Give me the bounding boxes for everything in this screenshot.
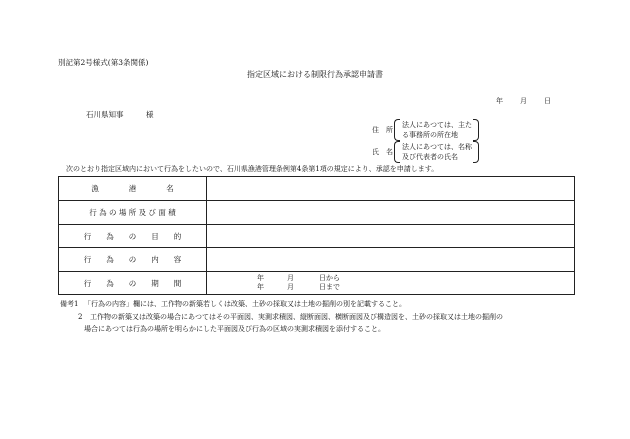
row-label-content: 行 為 の 内 容: [59, 248, 207, 271]
table-row: [59, 225, 574, 248]
address-label: 住 所: [372, 126, 393, 134]
name-note-line2: 及び代表者の氏名: [402, 153, 458, 161]
period-to-year: 年: [257, 283, 264, 291]
period-to-day: 日まで: [319, 283, 340, 291]
row-label-location-area: 行 為 の 場 所 及 び 面 積: [59, 201, 207, 224]
note-2-line1: 工作物の新築又は改築の場合にあつてはその平面図、実測求積図、縦断面図、横断面図及び構造図を、土砂の採取又は土地の掘削の: [90, 313, 503, 321]
row-value-content[interactable]: [207, 248, 574, 271]
table-row: [59, 201, 574, 225]
period-from-day: 日から: [319, 274, 340, 282]
name-label: 氏 名: [372, 148, 393, 156]
intro-text: 次のとおり指定区域内において行為をしたいので、石川県漁港管理条例第4条第1項の規定により、承認を申請します。: [66, 165, 439, 173]
row-label-period: 行 為 の 期 間: [59, 272, 207, 294]
row-value-port-name[interactable]: [207, 177, 574, 200]
note-2-line2: 場合にあつては行為の場所を明らかにした平面図及び行為の区域の実測求積図を添付すること。: [84, 325, 385, 333]
row-value-purpose[interactable]: [207, 225, 574, 247]
document-title: 指定区域における制限行為承認申請書: [247, 70, 383, 79]
row-label-purpose: 行 為 の 目 的: [59, 225, 207, 247]
left-brace: [394, 141, 400, 163]
address-note-line2: る事務所の所在地: [402, 131, 458, 139]
name-note: [392, 141, 479, 163]
period-from-month: 月: [287, 274, 294, 282]
table-row: [59, 177, 574, 201]
date-month: 月: [520, 97, 527, 105]
table-row: [59, 248, 574, 272]
notes-heading: 備考1: [60, 300, 79, 308]
period-to-month: 月: [287, 283, 294, 291]
row-label-port-name: 漁 港 名: [59, 177, 207, 200]
table-row: [59, 272, 574, 294]
right-brace: [473, 141, 479, 163]
addressee-honorific: 様: [146, 110, 154, 119]
application-table: [58, 176, 575, 295]
right-brace: [473, 119, 479, 141]
note-2-number: 2: [78, 313, 83, 321]
note-1: 「行為の内容」欄には、工作物の新築若しくは改築、土砂の採取又は土地の掘削の別を記載すること。: [84, 300, 406, 308]
form-reference: 別記第2号様式(第3条関係): [58, 58, 149, 67]
date-day: 日: [544, 97, 551, 105]
name-note-line1: 法人にあつては、名称: [402, 143, 472, 151]
date-year: 年: [496, 97, 503, 105]
row-value-location-area[interactable]: [207, 201, 574, 224]
addressee-name: 石川県知事: [86, 110, 124, 119]
left-brace: [394, 119, 400, 141]
address-note: [392, 119, 479, 141]
address-note-line1: 法人にあつては、主た: [402, 121, 472, 129]
period-from-year: 年: [257, 274, 264, 282]
row-value-period[interactable]: [207, 272, 574, 294]
